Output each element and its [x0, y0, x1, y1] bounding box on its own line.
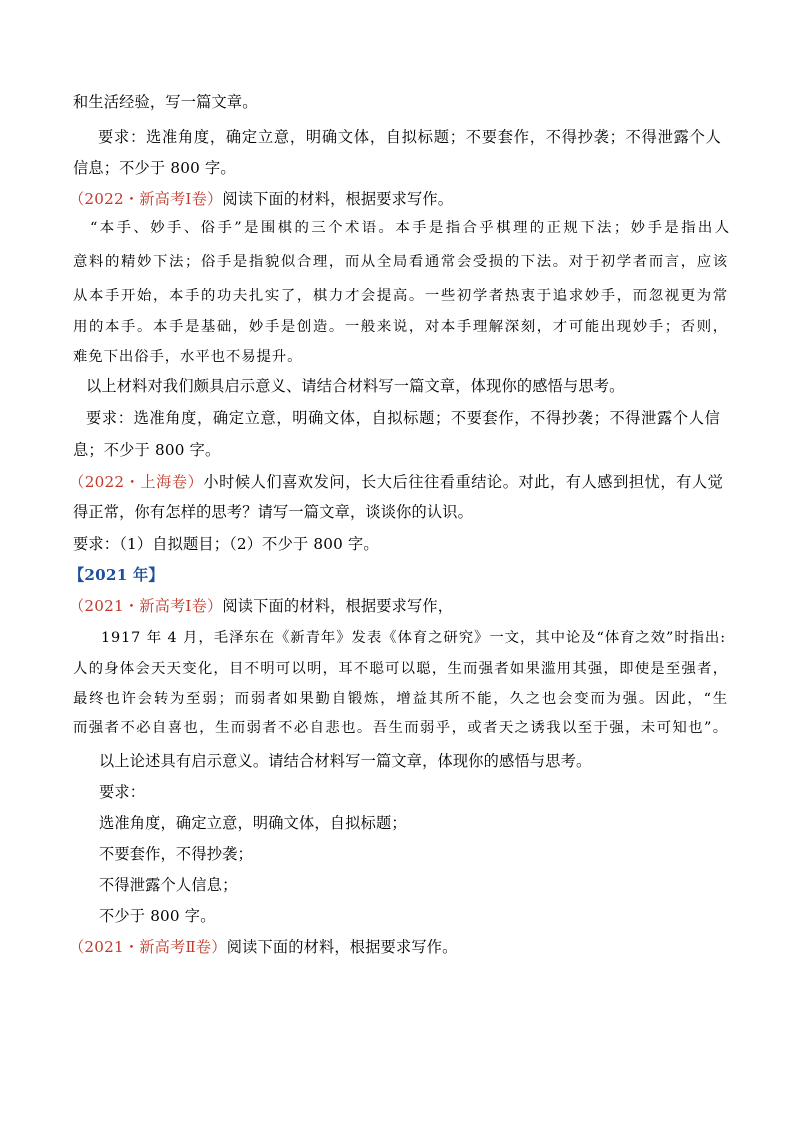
exam-prompt-text: 阅读下面的材料，根据要求写作。: [222, 190, 454, 208]
requirement-line: 息；不少于 800 字。: [73, 441, 221, 459]
requirement-line: 要求：（1）自拟题目；（2）不少于 800 字。: [73, 535, 379, 553]
exam-heading-2021-new-1: [69, 596, 729, 616]
material-line: “本手、妙手、俗手”是围棋的三个术语。本手是指合乎棋理的正规下法；妙手是指出人: [90, 220, 730, 236]
material-line: 最终也许会转为至弱；而弱者如果勤自锻炼，增益其所不能，久之也会变而为强。因此，“生: [73, 691, 728, 707]
exam-source-label: （2021・新高考Ⅱ卷）: [69, 938, 227, 956]
material-line: 难免下出俗手，水平也不易提升。: [73, 349, 303, 365]
task-line: 以上材料对我们颇具启示意义、请结合材料写一篇文章，体现你的感悟与思考。: [86, 377, 625, 395]
exam-prompt-text: 阅读下面的材料，根据要求写作，: [222, 597, 454, 615]
requirement-line: 要求：选准角度，确定立意，明确文体，自拟标题；不要套作，不得抄袭；不得泄露个人信: [86, 409, 720, 427]
material-line: 意料的精妙下法；俗手是指貌似合理，而从全局看通常会受损的下法。对于初学者而言，应该: [73, 254, 728, 270]
requirement-line: 要求：选准角度，确定立意，明确文体，自拟标题；不要套作，不得抄袭；不得泄露个人: [98, 128, 721, 146]
text-line: 和生活经验，写一篇文章。: [73, 93, 258, 111]
year-heading: 【2021 年】: [69, 566, 164, 584]
exam-heading-2022-shanghai: [69, 472, 723, 492]
text-line: 得正常，你有怎样的思考？请写一篇文章，谈谈你的认识。: [73, 503, 474, 521]
task-line: 以上论述具有启示意义。请结合材料写一篇文章，体现你的感悟与思考。: [99, 752, 592, 770]
material-line: 用的本手。本手是基础，妙手是创造。一般来说，对本手理解深刻，才可能出现妙手；否则，: [73, 319, 728, 335]
exam-prompt-text: 阅读下面的材料，根据要求写作。: [226, 938, 458, 956]
requirement-line: 不少于 800 字。: [99, 907, 216, 925]
exam-prompt-text: 小时候人们喜欢发问，长大后往往看重结论。对此，有人感到担忧，有人觉: [203, 473, 723, 491]
requirement-heading: 要求：: [99, 783, 146, 801]
requirement-line: 不得泄露个人信息；: [99, 876, 238, 894]
requirement-line: 不要套作，不得抄袭；: [99, 845, 253, 863]
requirement-line: 选准角度，确定立意，明确文体，自拟标题；: [99, 814, 407, 832]
requirement-line: 信息；不少于 800 字。: [73, 159, 236, 177]
material-line: 而强者不必自喜也，生而弱者不必自悲也。吾生而弱乎，或者天之诱我以至于强，未可知也”。: [73, 720, 728, 736]
material-line: 1917 年 4 月，毛泽东在《新青年》发表《体育之研究》一文，其中论及“体育之效”时指出:: [101, 630, 726, 646]
exam-heading-2022-new-1: [69, 189, 729, 209]
exam-source-label: （2022・新高考Ⅰ卷）: [69, 190, 223, 208]
material-line: 从本手开始，本手的功夫扎实了，棋力才会提高。一些初学者热衷于追求妙手，而忽视更为常: [73, 288, 728, 304]
exam-heading-2021-new-2: [69, 937, 729, 957]
exam-source-label: （2022・上海卷）: [69, 473, 204, 491]
material-line: 人的身体会天天变化，目不明可以明，耳不聪可以聪，生而强者如果滥用其强，即使是至强者，: [73, 661, 728, 677]
exam-source-label: （2021・新高考Ⅰ卷）: [69, 597, 223, 615]
